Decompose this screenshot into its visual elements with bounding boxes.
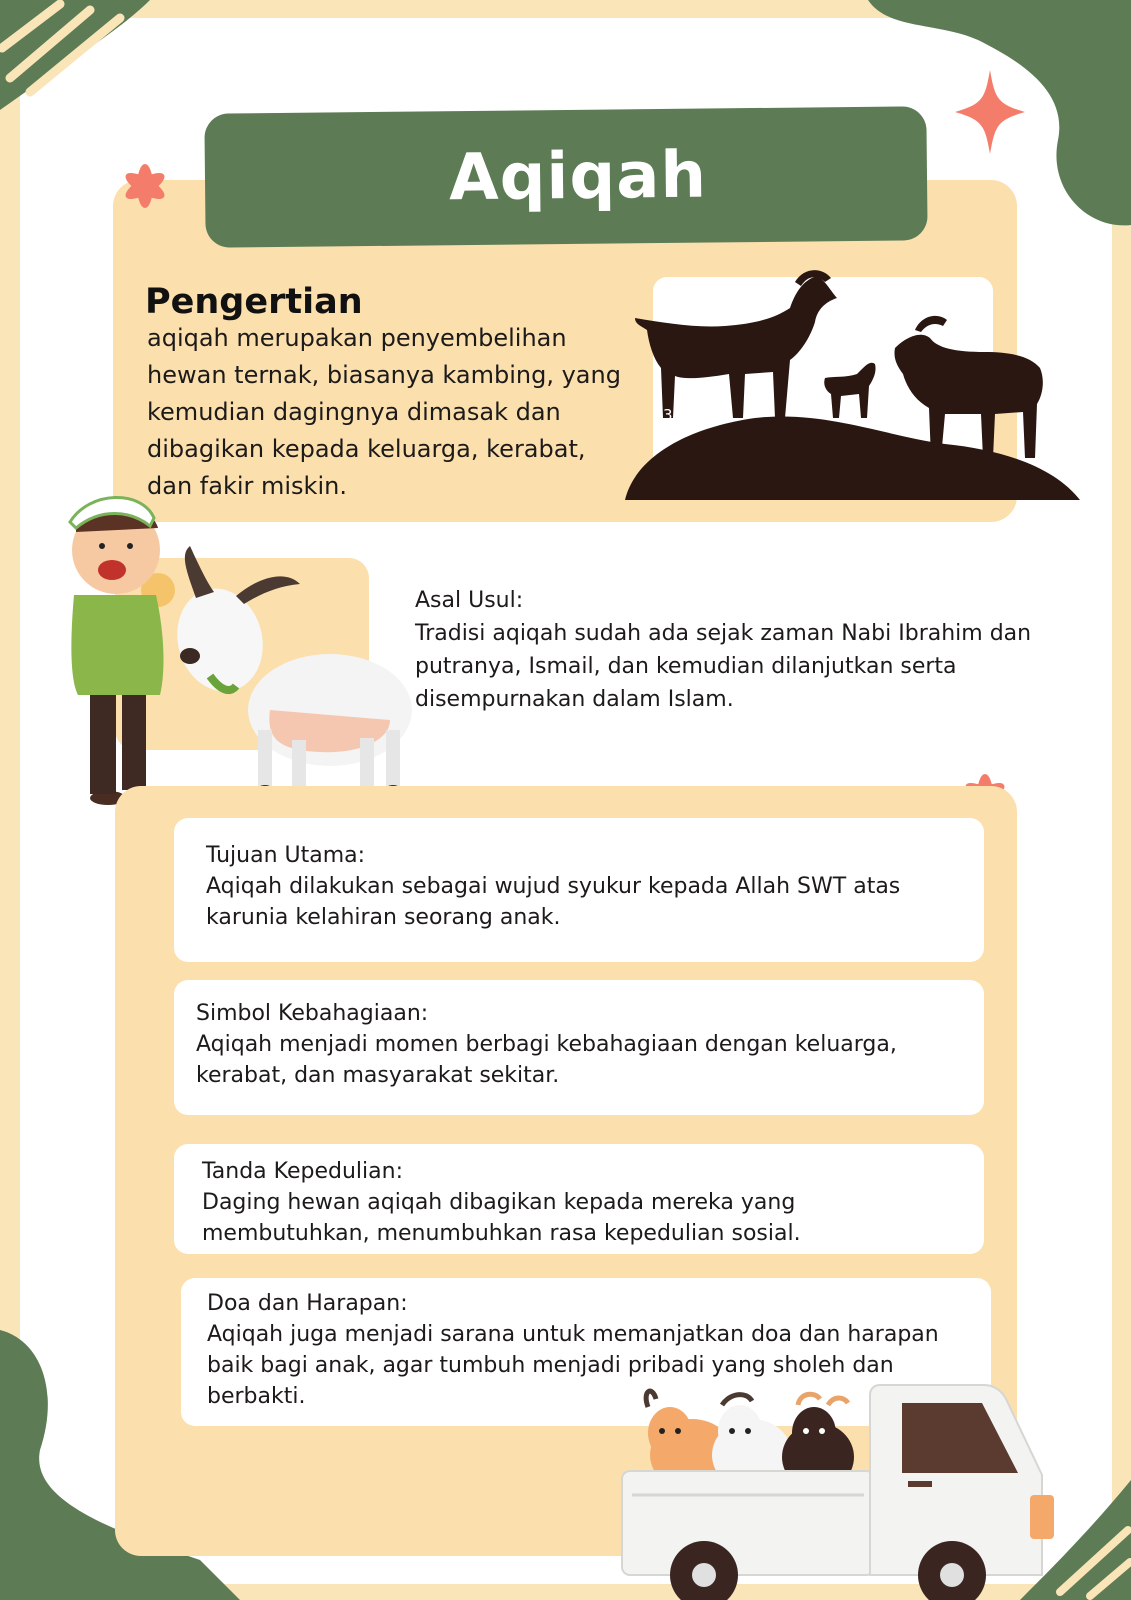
card-text: Aqiqah menjadi momen berbagi kebahagiaan dengan keluarga, kerabat, dan masyarakat sekitar.	[196, 1032, 897, 1088]
sparkle-icon	[955, 70, 1025, 154]
card-text: Daging hewan aqiqah dibagikan kepada mereka yang membutuhkan, menumbuhkan rasa kepedulian sosial.	[202, 1190, 801, 1246]
card-heading: Tujuan Utama:	[206, 843, 366, 868]
silhouette-mark: 3	[663, 406, 673, 424]
card-heading: Doa dan Harapan:	[207, 1291, 408, 1316]
purpose-card	[174, 980, 984, 1115]
card-text: Aqiqah juga menjadi sarana untuk memanjatkan doa dan harapan baik bagi anak, agar tumbuh menjadi pribadi yang sholeh dan berbakti.	[207, 1322, 939, 1409]
definition-text: aqiqah merupakan penyembelihan hewan ternak, biasanya kambing, yang kemudian dagingnya dimasak dan dibagikan kepada keluarga, kerabat, dan fakir miskin.	[147, 324, 621, 500]
definition-heading: Pengertian	[145, 282, 363, 322]
origin-block	[415, 584, 1055, 716]
purpose-card	[174, 818, 984, 962]
origin-heading: Asal Usul:	[415, 588, 524, 613]
top-left-leaf-decoration	[0, 0, 160, 120]
origin-text: Tradisi aqiqah sudah ada sejak zaman Nabi Ibrahim dan putranya, Ismail, dan kemudian dilanjutkan serta disempurnakan dalam Islam.	[415, 621, 1032, 712]
star-flower-icon	[112, 152, 178, 220]
card-heading: Simbol Kebahagiaan:	[196, 1001, 429, 1026]
goat-truck-icon	[622, 1385, 1082, 1600]
card-text: Aqiqah dilakukan sebagai wujud syukur kepada Allah SWT atas karunia kelahiran seorang anak.	[206, 874, 901, 930]
title-banner	[204, 106, 927, 248]
purpose-card	[174, 1144, 984, 1254]
page-title: Aqiqah	[448, 138, 708, 216]
boy-with-goat-icon	[30, 480, 430, 820]
goat-silhouette-icon	[625, 268, 1080, 500]
card-heading: Tanda Kepedulian:	[202, 1159, 403, 1184]
